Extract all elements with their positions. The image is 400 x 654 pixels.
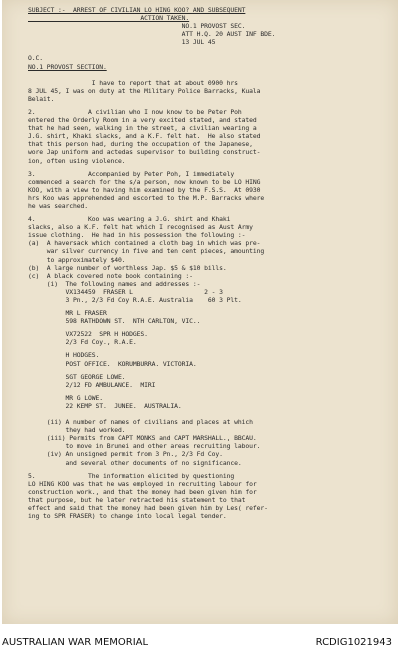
line-gap <box>28 410 388 418</box>
document-line: that he had seen, walking in the street, a civilian wearing a <box>28 124 257 133</box>
document-line: ATT H.Q. 20 AUST INF BDE. <box>28 30 276 39</box>
document-line: POST OFFICE. KORUMBURRA. VICTORIA. <box>28 359 197 368</box>
document-line: NO.1 PROVOST SEC. <box>28 22 246 31</box>
document-line: he was searched. <box>28 201 88 210</box>
archive-footer <box>0 632 400 654</box>
document-line: 2/12 FD AMBULANCE. MIRI <box>28 380 156 389</box>
document-line: 3. Accompanied by Peter Poh, I immediately <box>28 169 235 178</box>
document-line: they had worked. <box>28 426 126 435</box>
document-line: (iv) An unsigned permit from 3 Pn., 2/3 Fd Coy. <box>28 450 223 459</box>
document-line: I have to report that at about 0900 hrs <box>28 78 238 87</box>
document-line: entered the Orderly Room in a very excited stated, and stated <box>28 116 257 125</box>
document-line: SUBJECT :- ARREST OF CIVILIAN LO HING KOO? AND SUBSEQUENT <box>28 6 246 14</box>
document-line: NO.1 PROVOST SECTION. <box>28 62 107 71</box>
document-line: (a) A haversack which contained a cloth bag in which was pre- <box>28 239 261 248</box>
document-line: KOO, with a view to having him examined by the F.S.S. At 0930 <box>28 185 261 194</box>
document-line: commenced a search for the s/a person, now known to be LO HING <box>28 177 261 186</box>
document-line: to approximately $40. <box>28 255 126 264</box>
document-line: H HODGES. <box>28 351 100 360</box>
document-line: wore Jap uniform and actedas supervisor to building construct- <box>28 148 261 157</box>
document-line: to move in Brunei and other areas recruiting labour. <box>28 442 261 451</box>
document-line: that purpose, but he later retracted his statement to that <box>28 495 246 504</box>
document-line: war silver currency in five and ten cent pieces, amounting <box>28 247 265 256</box>
document-line: that this person had, during the occupation of the Japanese, <box>28 140 253 149</box>
document-line: 2. A civilian who I now know to be Peter Poh <box>28 107 242 116</box>
document-line: effect and said that the money had been given him by Les( refer- <box>28 503 268 512</box>
document-line: 8 JUL 45, I was on duty at the Military Police Barracks, Kuala <box>28 86 261 95</box>
document-line: 2/3 Fd Coy., R.A.E. <box>28 338 137 347</box>
document-line: ing to SPR FRASER) to change into local legal tender. <box>28 512 227 521</box>
line-gap <box>28 71 388 79</box>
document-line: 5. The information elicited by questioning <box>28 471 235 480</box>
document-line: and several other documents of no significance. <box>28 458 242 467</box>
document-line: 4. Koo was wearing a J.G. shirt and Khaki <box>28 215 231 224</box>
document-line: VX72522 SPR H HODGES. <box>28 330 148 339</box>
footer-archive-name: AUSTRALIAN WAR MEMORIAL <box>2 637 149 648</box>
document-line: O.C. <box>28 54 43 63</box>
document-line: MR L FRASER <box>28 309 107 318</box>
document-line: construction work., and that the money had been given him for <box>28 487 257 496</box>
document-line: 13 JUL 45 <box>28 38 216 47</box>
document-line: (iii) Permits from CAPT MONKS and CAPT MARSHALL., BBCAU. <box>28 434 257 443</box>
document-line: ACTION TAKEN. <box>28 14 190 23</box>
document-line: (ii) A number of names of civilians and places at which <box>28 418 253 427</box>
document-line: hrs Koo was apprehended and escorted to the M.P. Barracks where <box>28 193 265 202</box>
document-line: (i) The following names and addresses :- <box>28 279 201 288</box>
document-line: 22 KEMP ST. JUNEE. AUSTRALIA. <box>28 401 182 410</box>
document-line: issue clothing. He had in his possession the following :- <box>28 231 246 240</box>
document-line: 3 Pn., 2/3 Fd Coy R.A.E. Australia 60 3 Plt. <box>28 296 242 304</box>
document-line: LO HING KOO was that he was employed in recruiting labour for <box>28 479 257 488</box>
document-page <box>2 0 398 624</box>
line-gap <box>28 46 388 54</box>
document-line: (c) A black covered note book containing :- <box>28 271 193 280</box>
document-line: (b) A large number of worthless Jap. $5 & $10 bills. <box>28 263 227 272</box>
document-line: slacks, also a K.F. felt hat which I recognised as Aust Army <box>28 223 253 232</box>
document-line: J.G. shirt, Khaki slacks, and a K.F. felt hat. He also stated <box>28 132 261 141</box>
document-line: MR G LOWE. <box>28 393 103 402</box>
document-line: Belait. <box>28 94 55 103</box>
footer-item-id: RCDIG1021943 <box>315 637 392 648</box>
document-line: SGT GEORGE LOWE. <box>28 372 126 381</box>
document-line: 598 RATHDOWN ST. NTH CARLTON, VIC.. <box>28 317 201 326</box>
document-line: ion, often using violence. <box>28 156 126 165</box>
document-line: VX134459 FRASER L 2 - 3 <box>28 287 223 296</box>
document-body <box>28 6 388 520</box>
